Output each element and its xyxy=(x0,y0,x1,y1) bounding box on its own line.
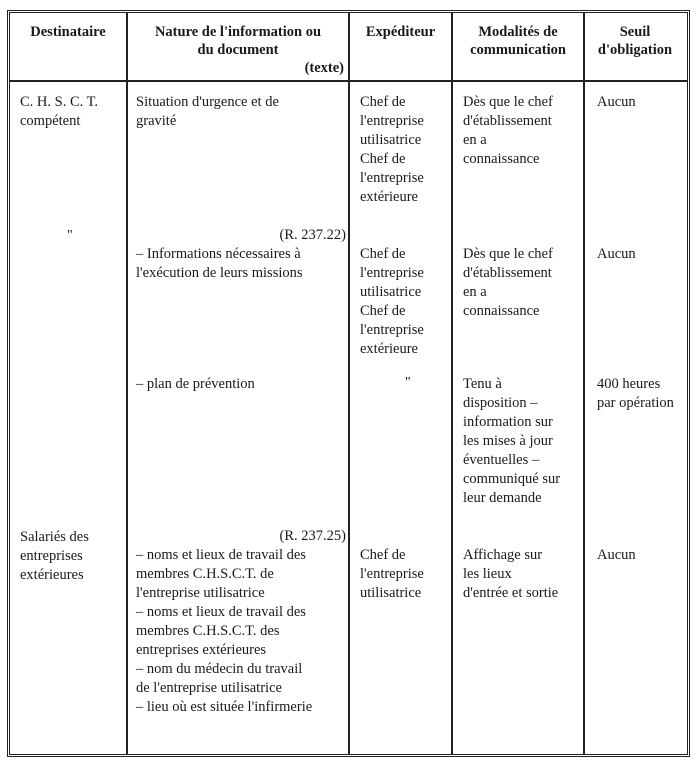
column-divider xyxy=(583,13,585,754)
row1-seuil: Aucun xyxy=(597,94,636,110)
row3-nature: – plan de prévention xyxy=(136,376,255,392)
column-divider xyxy=(451,13,453,754)
row2-reference: (R. 237.22) xyxy=(279,227,346,243)
row2-nature: (R. 237.22) – Informations nécessaires à l'exécution de leurs missions xyxy=(136,227,346,281)
row2-seuil: Aucun xyxy=(597,246,636,262)
row3-modalites: Tenu à disposition – information sur les mises à jour éventuelles – communiqué sur leur demande xyxy=(463,376,561,506)
header-modalites: Modalités de communication xyxy=(470,24,566,58)
header-seuil: Seuil d'obligation xyxy=(597,24,673,58)
row4-nature: (R. 237.25) – noms et lieux de travail des membres C.H.S.C.T. de l'entreprise utilisatrice – noms et lieux de travail des membres C.H.S.C.T. des entreprises extérieures – nom du médecin du travail de l'entreprise utilisatrice – lieu où est située l'infirmerie xyxy=(136,528,346,715)
row1-expediteur: Chef de l'entreprise utilisatrice Chef de l'entreprise extérieure xyxy=(360,94,424,205)
row1-modalites: Dès que le chef d'établissement en a connaissance xyxy=(463,94,553,167)
row4-modalites: Affichage sur les lieux d'entrée et sortie xyxy=(463,547,559,601)
row2-modalites: Dès que le chef d'établissement en a connaissance xyxy=(463,246,553,319)
row1-destinataire: C. H. S. C. T. compétent xyxy=(20,94,99,129)
column-divider xyxy=(348,13,350,754)
row4-seuil: Aucun xyxy=(597,547,636,563)
row3-expediteur-ditto: " xyxy=(405,375,411,390)
row2-destinataire-ditto: " xyxy=(67,228,73,243)
row2-expediteur: Chef de l'entreprise utilisatrice Chef de l'entreprise extérieure xyxy=(360,246,424,357)
header-divider xyxy=(10,80,687,82)
regulatory-table xyxy=(7,10,690,757)
row1-nature: Situation d'urgence et de gravité xyxy=(136,94,279,129)
row4-destinataire: Salariés des entreprises extérieures xyxy=(20,529,89,583)
column-divider xyxy=(126,13,128,754)
header-destinataire: Destinataire xyxy=(30,24,106,40)
row4-expediteur: Chef de l'entreprise utilisatrice xyxy=(360,547,424,601)
header-nature: Nature de l'information ou du document (texte) xyxy=(154,24,344,76)
row3-seuil: 400 heures par opération xyxy=(597,376,674,411)
header-expediteur: Expéditeur xyxy=(365,24,436,40)
row4-reference: (R. 237.25) xyxy=(279,528,346,544)
